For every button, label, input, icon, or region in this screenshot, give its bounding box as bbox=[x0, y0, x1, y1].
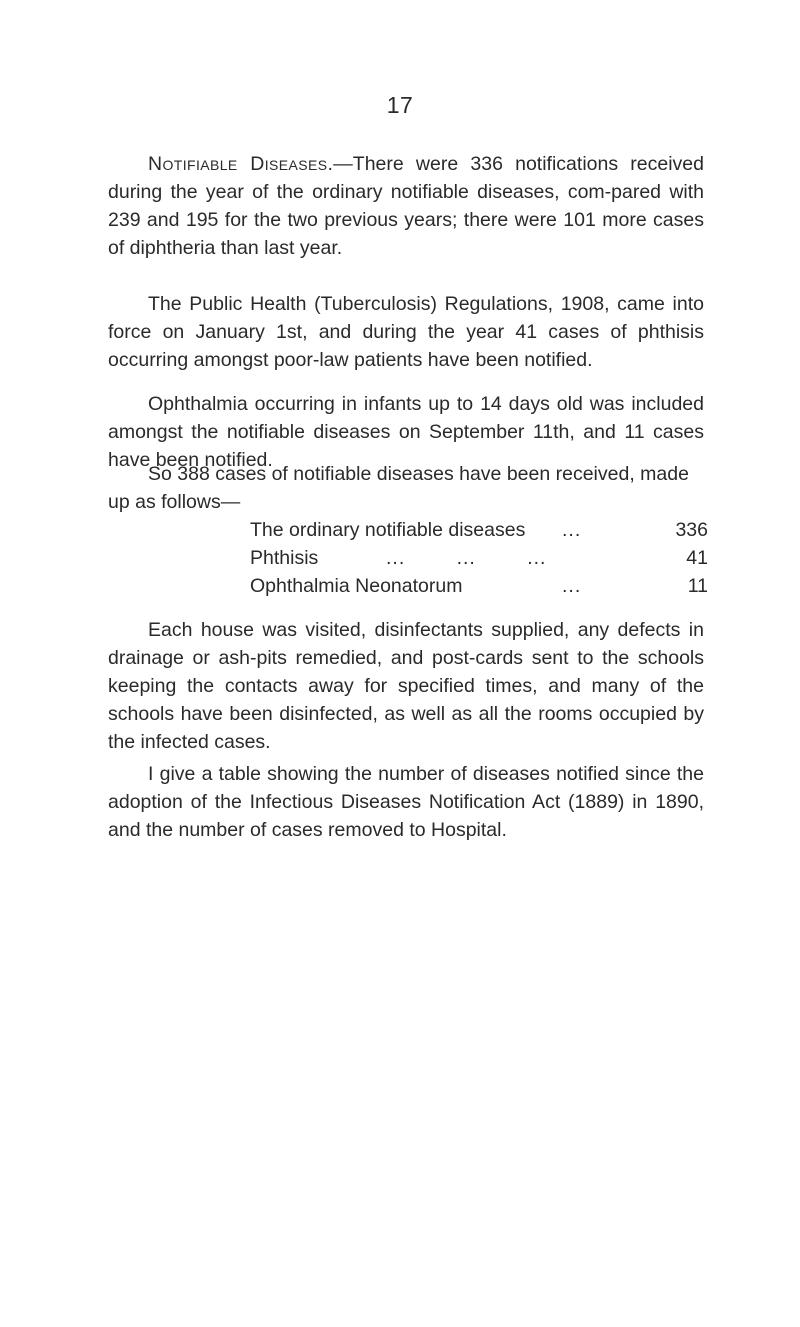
paragraph-total-cases: So 388 cases of notifiable diseases have been received, made up as follows— bbox=[108, 463, 689, 513]
row-label: The ordinary notifiable diseases bbox=[250, 519, 526, 541]
page-number: 17 bbox=[386, 92, 414, 118]
paragraph-text: —There were 336 notifications received during the year of the ordinary notifiable diseases, com-pared with 239 and 195 for the two previous years; there were 101 more cases of diphtheria than last year. bbox=[108, 153, 704, 259]
paragraph-notifiable-diseases bbox=[108, 150, 704, 262]
paragraph-tuberculosis-regulations: The Public Health (Tuberculosis) Regulations, 1908, came into force on January 1st, and during the year 41 cases of phthisis occurring amongst poor-law patients have been notified. bbox=[108, 293, 704, 371]
paragraph-ophthalmia: Ophthalmia occurring in infants up to 14 days old was included amongst the notifiable diseases on September 11th, and 11 cases have been notified. bbox=[108, 393, 704, 471]
row-leader-dots: ... bbox=[562, 519, 582, 541]
table-row bbox=[250, 544, 708, 572]
row-value: 11 bbox=[687, 575, 708, 597]
row-leader-dots: ... bbox=[562, 575, 582, 597]
summary-table bbox=[250, 516, 708, 600]
section-heading: Notifiable Diseases. bbox=[148, 153, 334, 175]
table-row bbox=[250, 516, 708, 544]
table-row bbox=[250, 572, 708, 600]
row-label: Ophthalmia Neonatorum bbox=[250, 575, 463, 597]
row-label: Phthisis bbox=[250, 547, 319, 569]
row-value: 41 bbox=[686, 547, 708, 569]
row-value: 336 bbox=[675, 519, 708, 541]
paragraph-table-intro: I give a table showing the number of diseases notified since the adoption of the Infectious Diseases Notification Act (1889) in 1890, and the number of cases removed to Hospital. bbox=[108, 763, 704, 841]
row-leader-dots: ... ... ... bbox=[386, 547, 547, 569]
paragraph-house-visits: Each house was visited, disinfectants supplied, any defects in drainage or ash-pits remedied, and post-cards sent to the schools keeping the contacts away for specified times, and many of the schools have been disinfected, as well as all the rooms occupied by the infected cases. bbox=[108, 619, 704, 753]
